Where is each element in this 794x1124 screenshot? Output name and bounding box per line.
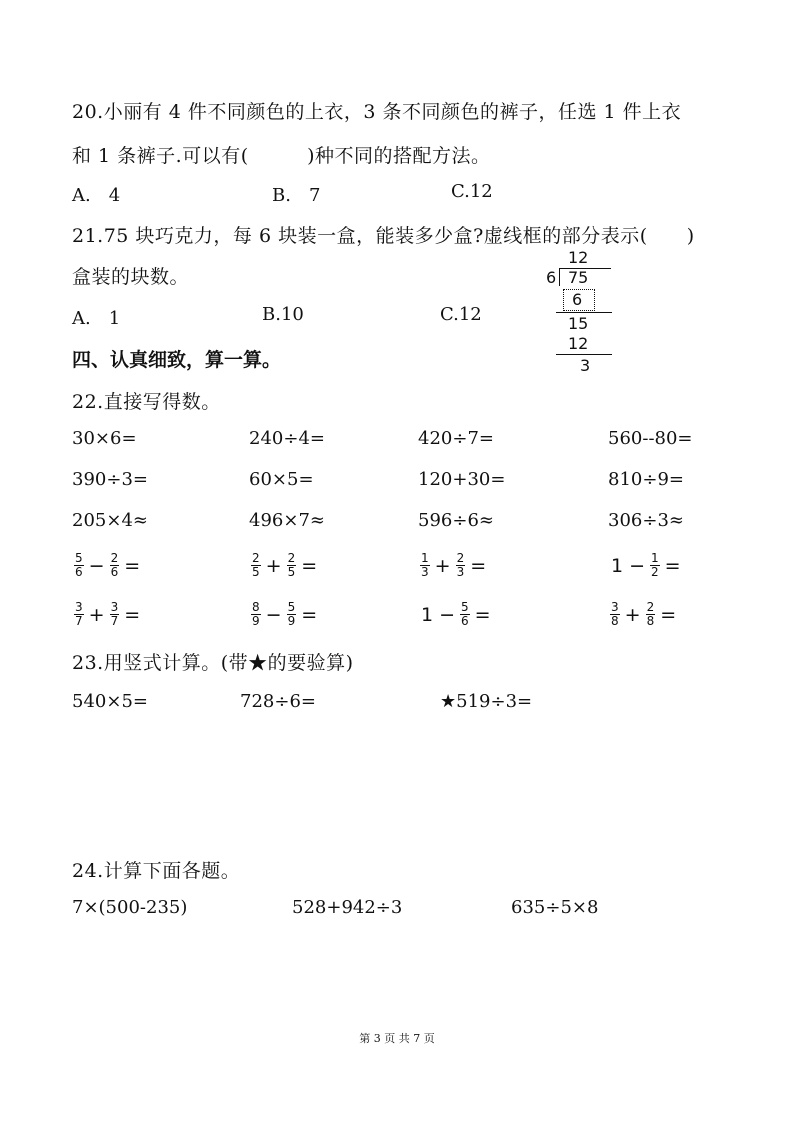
operator: = xyxy=(301,554,318,577)
division-subtract: 12 xyxy=(568,334,589,353)
q21-line2: 盒装的块数。 xyxy=(72,266,190,288)
operator: = xyxy=(474,603,491,626)
vertical-calc-item-starred: ★519÷3= xyxy=(440,691,533,712)
section-heading: 四、认真细致，算一算。 xyxy=(72,349,282,371)
operator: − xyxy=(629,554,646,577)
fraction-numerator: 2 xyxy=(456,551,465,565)
fraction-numerator: 5 xyxy=(75,551,83,565)
fraction-item xyxy=(249,552,320,579)
fraction-numerator: 1 xyxy=(651,551,659,565)
mixed-calc-item: 7×(500-235) xyxy=(72,897,188,918)
q21-option-c: C.12 xyxy=(440,304,482,325)
division-boxed-value: 6 xyxy=(572,290,583,309)
fraction xyxy=(650,552,660,579)
operator: − xyxy=(265,603,282,626)
calc-item: 810÷9= xyxy=(608,469,684,490)
fraction-denominator: 9 xyxy=(252,614,260,628)
fraction-item xyxy=(418,601,494,628)
fraction-numerator: 1 xyxy=(421,551,429,565)
fraction-numerator: 3 xyxy=(611,600,619,614)
fraction-item xyxy=(418,552,489,579)
fraction xyxy=(646,601,656,628)
fraction xyxy=(110,601,120,628)
q20-option-c: C.12 xyxy=(451,181,493,202)
fraction-numerator: 3 xyxy=(75,600,83,614)
division-bracket-side xyxy=(559,268,560,286)
calc-item: 240÷4= xyxy=(249,428,325,449)
fraction-denominator: 5 xyxy=(287,565,296,579)
fraction-denominator: 7 xyxy=(110,614,119,628)
q20-line1: 20.小丽有 4 件不同颜色的上衣，3 条不同颜色的裤子，任选 1 件上衣 xyxy=(72,101,682,123)
fraction xyxy=(610,601,620,628)
fraction-numerator: 2 xyxy=(287,551,296,565)
operator: + xyxy=(434,554,451,577)
fraction xyxy=(460,601,470,628)
division-divisor: 6 xyxy=(546,268,557,287)
operator: + xyxy=(624,603,641,626)
fraction-numerator: 8 xyxy=(252,600,260,614)
q21-option-a: A. 1 xyxy=(72,308,121,329)
calc-item: 205×4≈ xyxy=(72,510,148,531)
operator: = xyxy=(124,554,141,577)
vertical-calc-item: 540×5= xyxy=(72,691,148,712)
fraction xyxy=(251,552,261,579)
q20-option-a: A. 4 xyxy=(72,185,121,206)
fraction-numerator: 5 xyxy=(461,600,469,614)
fraction-numerator: 2 xyxy=(110,551,119,565)
fraction-item xyxy=(249,601,320,628)
fraction xyxy=(456,552,466,579)
vertical-calc-item: 728÷6= xyxy=(240,691,316,712)
calc-item: 496×7≈ xyxy=(249,510,325,531)
fraction xyxy=(251,601,261,628)
fraction-item xyxy=(608,601,679,628)
division-dividend: 75 xyxy=(568,268,589,287)
page-footer: 第 3 页 共 7 页 xyxy=(359,1032,435,1045)
fraction-numerator: 3 xyxy=(110,600,119,614)
q20-option-b: B. 7 xyxy=(272,185,321,206)
fraction-denominator: 5 xyxy=(252,565,260,579)
q22-title: 22.直接写得数。 xyxy=(72,391,221,413)
fraction xyxy=(287,601,297,628)
operator: = xyxy=(301,603,318,626)
operator: = xyxy=(124,603,141,626)
calc-item: 420÷7= xyxy=(418,428,494,449)
operator: − xyxy=(439,603,456,626)
mixed-calc-item: 528+942÷3 xyxy=(292,897,403,918)
fraction xyxy=(420,552,430,579)
operator: = xyxy=(664,554,681,577)
mixed-calc-item: 635÷5×8 xyxy=(511,897,599,918)
operator: 1 xyxy=(611,554,624,577)
fraction-denominator: 6 xyxy=(75,565,83,579)
operator: 1 xyxy=(421,603,434,626)
calc-item: 120+30= xyxy=(418,469,506,490)
division-remainder: 3 xyxy=(580,356,591,375)
fraction-item xyxy=(72,601,143,628)
q21-option-b: B.10 xyxy=(262,304,304,325)
fraction-denominator: 7 xyxy=(75,614,83,628)
calc-item: 390÷3= xyxy=(72,469,148,490)
operator: + xyxy=(265,554,282,577)
long-division-figure xyxy=(540,248,620,378)
fraction-denominator: 8 xyxy=(611,614,619,628)
fraction-denominator: 6 xyxy=(461,614,469,628)
calc-item: 560--80= xyxy=(608,428,693,449)
fraction-numerator: 2 xyxy=(252,551,260,565)
fraction xyxy=(110,552,120,579)
calc-item: 596÷6≈ xyxy=(418,510,494,531)
fraction-denominator: 9 xyxy=(287,614,296,628)
calc-item: 60×5= xyxy=(249,469,314,490)
fraction-item xyxy=(72,552,143,579)
fraction xyxy=(74,601,84,628)
fraction-denominator: 6 xyxy=(110,565,119,579)
fraction-denominator: 2 xyxy=(651,565,659,579)
fraction-denominator: 3 xyxy=(421,565,429,579)
fraction-item xyxy=(608,552,684,579)
q24-title: 24.计算下面各题。 xyxy=(72,860,241,882)
fraction-numerator: 5 xyxy=(287,600,296,614)
fraction xyxy=(74,552,84,579)
calc-item: 30×6= xyxy=(72,428,137,449)
fraction xyxy=(287,552,297,579)
q21-line1: 21.75 块巧克力，每 6 块装一盒，能装多少盒?虚线框的部分表示( ) xyxy=(72,225,695,247)
fraction-numerator: 2 xyxy=(646,600,655,614)
q20-line2: 和 1 条裤子.可以有( )种不同的搭配方法。 xyxy=(72,145,491,167)
operator: − xyxy=(88,554,105,577)
division-step: 15 xyxy=(568,314,589,333)
operator: + xyxy=(88,603,105,626)
division-quotient: 12 xyxy=(568,248,589,267)
operator: = xyxy=(470,554,487,577)
operator: = xyxy=(660,603,677,626)
q23-title: 23.用竖式计算。(带★的要验算) xyxy=(72,652,354,674)
division-line-2 xyxy=(556,354,612,355)
fraction-denominator: 8 xyxy=(646,614,655,628)
division-line-1 xyxy=(556,312,612,313)
fraction-denominator: 3 xyxy=(456,565,465,579)
calc-item: 306÷3≈ xyxy=(608,510,684,531)
